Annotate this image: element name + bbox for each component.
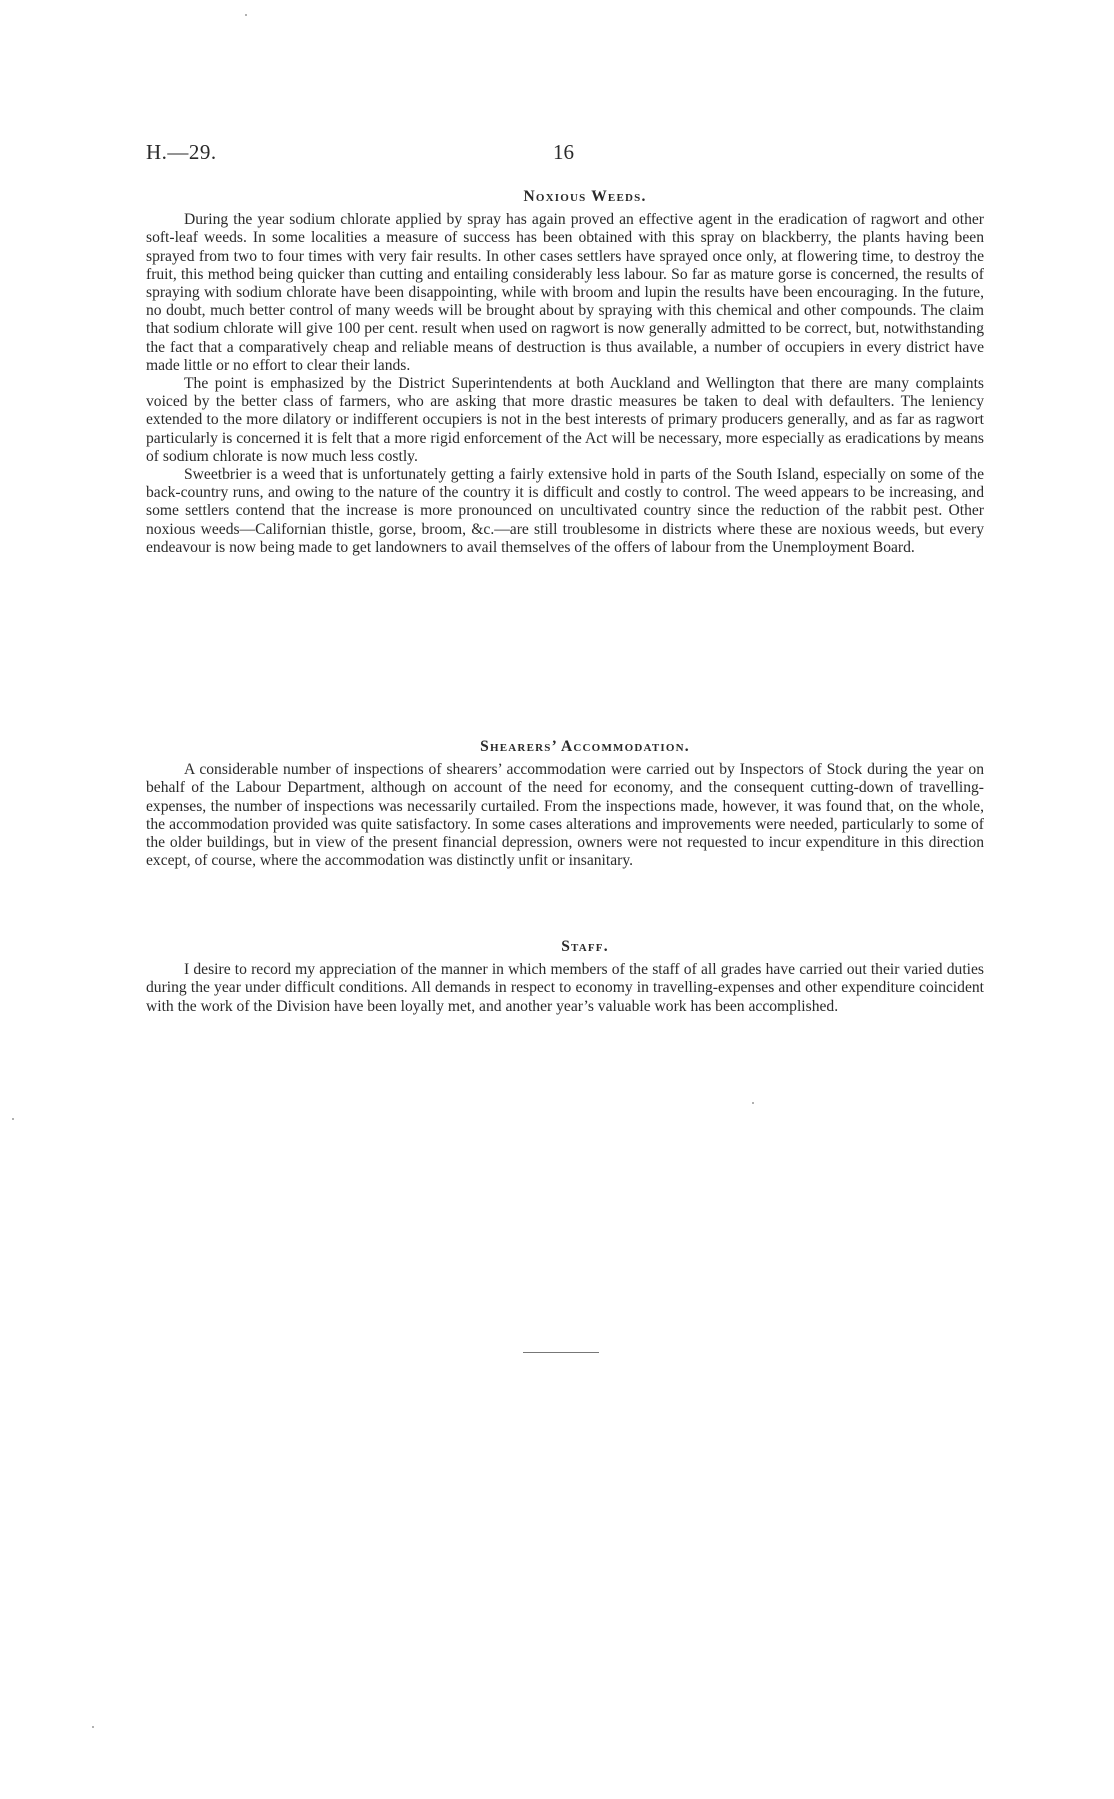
scan-speck (752, 1102, 754, 1104)
section-heading: Staff. (561, 938, 609, 955)
scan-speck (245, 14, 247, 16)
section-heading: Noxious Weeds. (523, 188, 647, 205)
paragraph: Sweetbrier is a weed that is unfortunately getting a fairly extensive hold in parts of the South Island, especially on some of the back-country runs, and owing to the nature of the country it is difficult and costly to control. The weed appears to be increasing, and some settlers contend that the increase is more pronounced on uncultivated country since the reduction of the rabbit pest. Other noxious weeds—Californian thistle, gorse, broom, &c.—are still troublesome in districts where these are noxious weeds, but every endeavour is now being made to get landowners to avail themselves of the offers of labour from the Unemployment Board. (146, 466, 984, 556)
section-shearers-accommodation (146, 738, 984, 870)
scan-speck (12, 1118, 14, 1120)
paragraph: I desire to record my appreciation of the manner in which members of the staff of all grades have carried out their varied duties during the year under difficult conditions. All demands in respect to economy in travelling-expenses and other expenditure coincident with the work of the Division have been loyally met, and another year’s valuable work has been accomplished. (146, 961, 984, 1015)
scan-speck (92, 1726, 94, 1728)
end-rule-divider (523, 1352, 599, 1353)
paragraph: The point is emphasized by the District Superintendents at both Auckland and Wellington that there are many complaints voiced by the better class of farmers, who are asking that more drastic measures be taken to deal with defaulters. The leniency extended to the more dilatory or indifferent occupiers is not in the best interests of primary producers generally, and as far as ragwort particularly is concerned it is felt that a more rigid enforcement of the Act will be necessary, more especially as eradications by means of sodium chlorate is now much less costly. (146, 375, 984, 465)
section-noxious-weeds (146, 188, 984, 557)
section-heading: Shearers’ Accommodation. (480, 738, 690, 755)
page-number: 16 (553, 140, 574, 164)
paragraph: During the year sodium chlorate applied by spray has again proved an effective agent in the eradication of ragwort and other soft-leaf weeds. In some localities a measure of success has been obtained with this spray on blackberry, the plants having been sprayed from two to four times with very fair results. In other cases settlers have sprayed once only, at flowering time, to destroy the fruit, this method being quicker than cutting and entailing considerably less labour. So far as mature gorse is concerned, the results of spraying with sodium chlorate have been disappointing, while with broom and lupin the results have been encouraging. In the future, no doubt, much better control of many weeds will be brought about by spraying with this chemical and other compounds. The claim that sodium chlorate will give 100 per cent. result when used on ragwort is now generally admitted to be correct, but, notwithstanding the fact that a comparatively cheap and reliable means of destruction is thus available, a number of occupiers in every district have made little or no effort to clear their lands. (146, 211, 984, 374)
paragraph: A considerable number of inspections of shearers’ accommodation were carried out by Inspectors of Stock during the year on behalf of the Labour Department, although on account of the need for economy, and the consequent cutting-down of travelling-expenses, the number of inspections was necessarily curtailed. From the inspections made, however, it was found that, on the whole, the accommodation provided was quite satisfactory. In some cases alterations and improvements were needed, particularly to some of the older buildings, but in view of the present financial depression, owners were not requested to incur expenditure in this direction except, of course, where the accommodation was distinctly unfit or insanitary. (146, 761, 984, 870)
document-reference: H.—29. (146, 140, 217, 164)
section-staff (146, 938, 984, 1016)
